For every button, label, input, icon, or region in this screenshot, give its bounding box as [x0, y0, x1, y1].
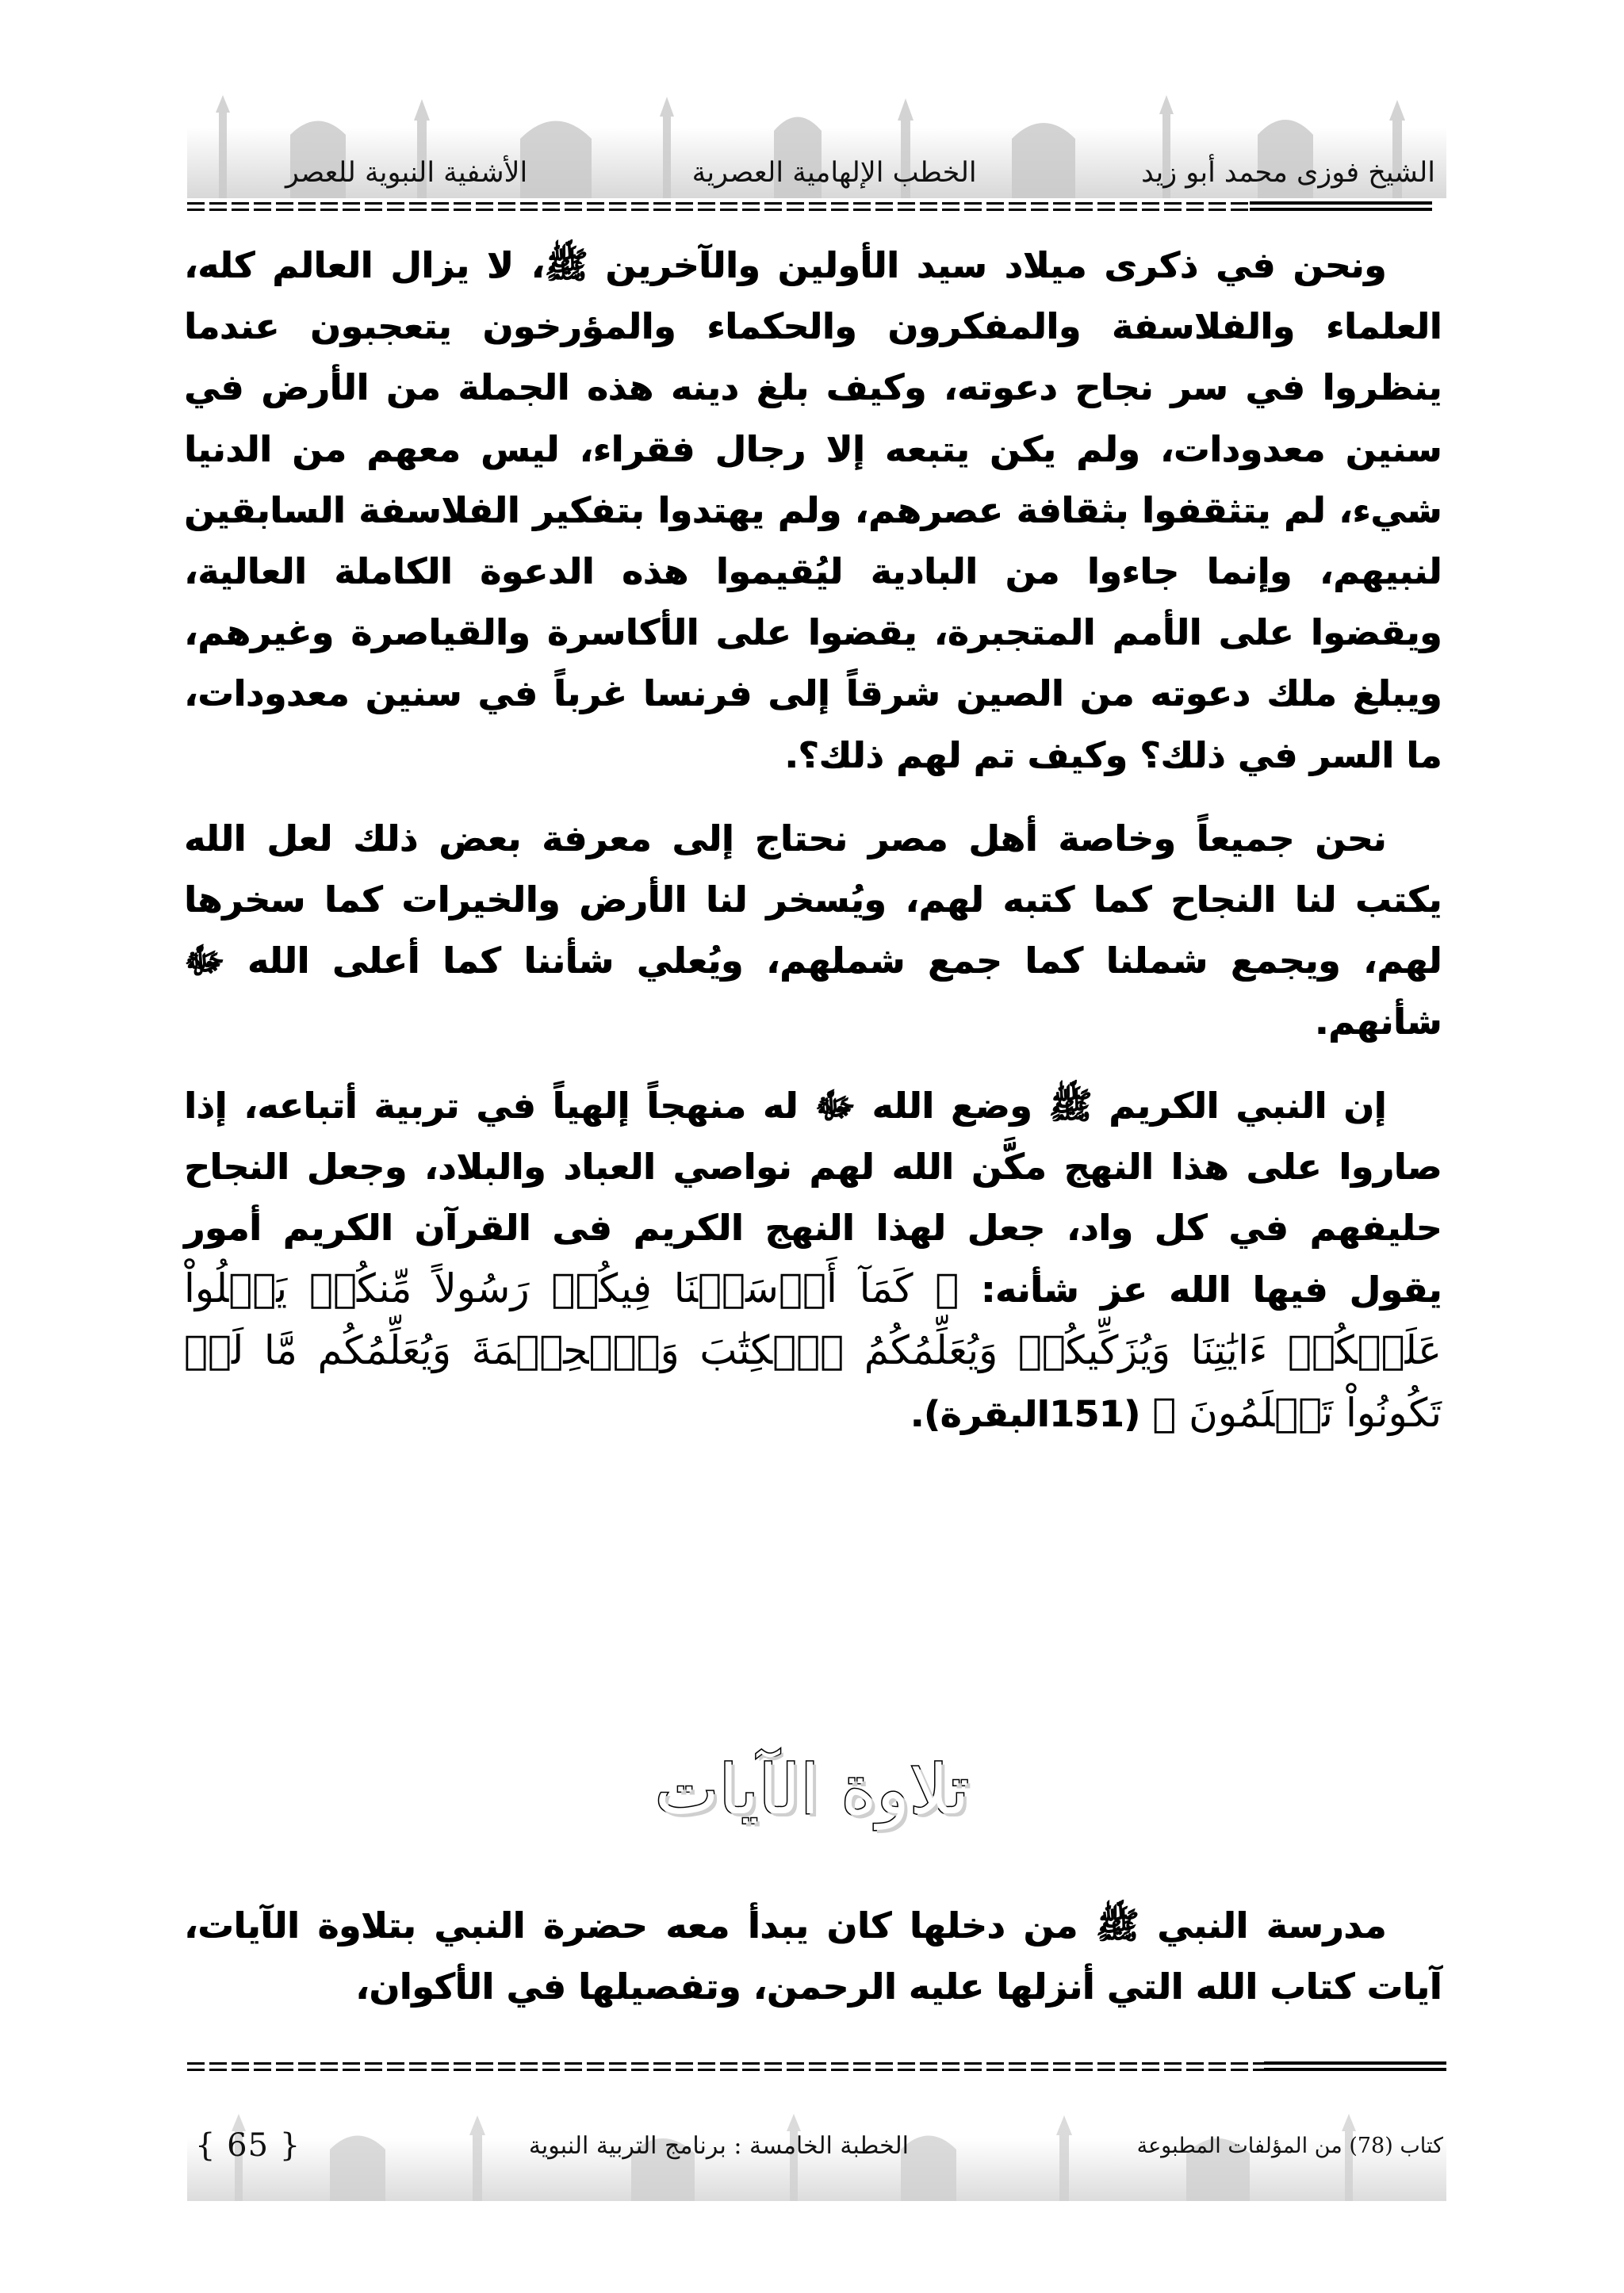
running-header — [285, 151, 1435, 195]
footer-book-number: كتاب (78) من المؤلفات المطبوعة — [1136, 2133, 1443, 2158]
main-text-continued — [184, 1895, 1442, 2035]
header-author: الشيخ فوزى محمد أبو زيد — [1141, 157, 1435, 189]
page-footer — [195, 2122, 1443, 2169]
paragraph-2: نحن جميعاً وخاصة أهل مصر نحتاج إلى معرفة بعض ذلك لعل الله يكتب لنا النجاح كما كتبه لهم، ويُسخر لنا الأرض والخيرات كما سخرها لهم، ويجمع شملنا كما جمع شملهم، ويُعلي شأننا كما أعلى الله ﷻ شأنهم. — [184, 817, 1442, 1043]
footer-speech-title: الخطبة الخامسة : برنامج التربية النبوية — [528, 2131, 910, 2160]
verse-reference: (151البقرة). — [910, 1392, 1153, 1435]
header-book-title: الأشفية النبوية للعصر — [285, 157, 528, 189]
header-series: الخطب الإلهامية العصرية — [691, 157, 977, 189]
quran-verse: ﴿ كَمَآ أَرۡسَلۡنَا فِيكُمۡ رَسُولاً مِّنكُمۡ يَتۡلُواْ عَلَيۡكُمۡ ءَايَٰتِنَا وَيُزَكِّيكُمۡ وَيُعَلِّمُكُمُ ٱلۡكِتَٰبَ وَٱلۡحِكۡمَةَ وَيُعَلِّمُكُم مَّا لَمۡ تَكُونُواْ تَعۡلَمُونَ ﴾ — [184, 1265, 1442, 1436]
paragraph-1: ونحن في ذكرى ميلاد سيد الأولين والآخرين ﷺ، لا يزال العالم كله، العلماء والفلاسفة والمفكرون والحكماء والمؤرخون يتعجبون عندما ينظروا في سر نجاح دعوته، وكيف بلغ دينه هذه الجملة من الأرض في سنين معدودات، ولم يكن يتبعه إلا رجال فقراء، ليس معهم من الدنيا شيء، لم يتثقفوا بثقافة عصرهم، ولم يهتدوا بتفكير الفلاسفة السابقين لنبيهم، وإنما جاءوا من البادية ليُقيموا هذه الدعوة الكاملة العالية، ويقضوا على الأمم المتجبرة، يقضوا على الأكاسرة والقياصرة وغيرهم، ويبلغ ملك دعوته من الصين شرقاً إلى فرنسا غرباً في سنين معدودات، ما السر في ذلك؟ وكيف تم لهم ذلك؟. — [184, 244, 1442, 776]
main-text — [184, 235, 1442, 1462]
page-number: { 65 } — [195, 2127, 301, 2164]
paragraph-3 — [184, 1075, 1442, 1445]
section-heading: تلاوة الآيات — [654, 1751, 970, 1830]
footer-divider — [187, 2060, 1446, 2074]
header-divider — [187, 200, 1432, 214]
paragraph-3-text: إن النبي الكريم ﷺ وضع الله ﷻ له منهجاً إلهياً في تربية أتباعه، إذا صاروا على هذا النهج مكَّن الله لهم نواصي العباد والبلاد، وجعل النجاح حليفهم في كل واد، جعل لهذا النهج الكريم فى القرآن الكريم أمور يقول فيها الله عز شأنه: — [184, 1084, 1442, 1311]
paragraph-4: مدرسة النبي ﷺ من دخلها كان يبدأ معه حضرة النبي بتلاوة الآيات، آيات كتاب الله التي أنزلها عليه الرحمن، وتفصيلها في الأكوان، — [184, 1904, 1442, 2008]
